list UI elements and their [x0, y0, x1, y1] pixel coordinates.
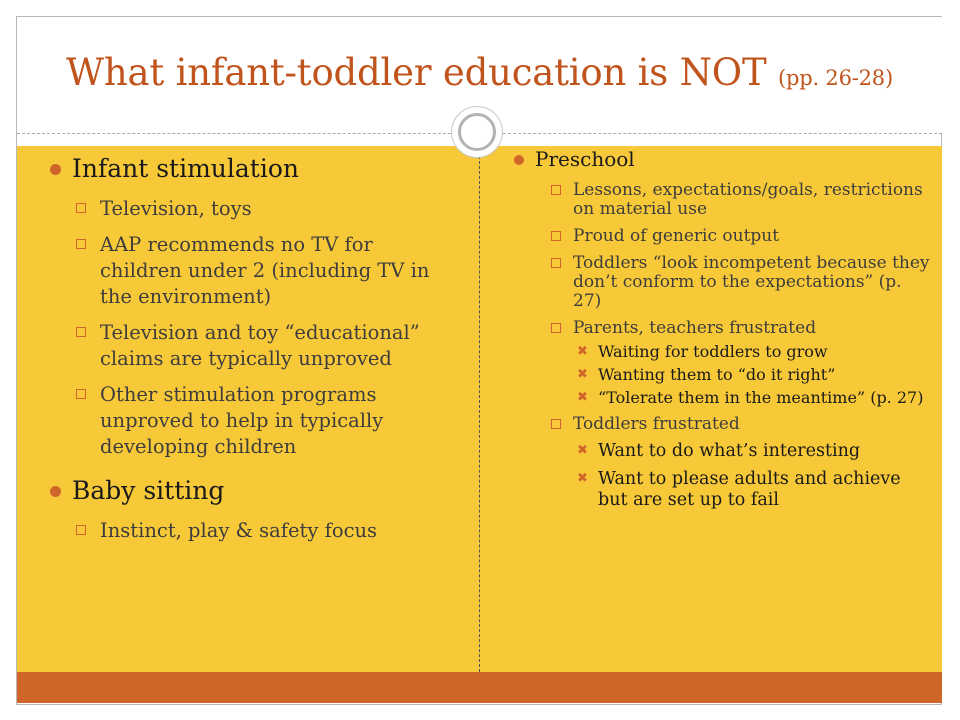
square-bullet-icon	[76, 203, 86, 213]
bullet-preschool: Preschool	[510, 145, 930, 173]
list-item: Other stimulation programs unproved to help in typically developing children	[50, 382, 460, 460]
square-bullet-icon	[551, 185, 561, 195]
list-item: Television, toys	[50, 196, 460, 222]
circle-bullet-icon	[50, 486, 61, 497]
square-bullet-icon	[551, 419, 561, 429]
circle-bullet-icon	[514, 155, 524, 165]
square-bullet-icon	[76, 239, 86, 249]
list-item: Instinct, play & safety focus	[50, 518, 460, 544]
list-item: Toddlers frustrated	[510, 415, 930, 434]
square-bullet-icon	[76, 525, 86, 535]
sub-list-item: ✖ Waiting for toddlers to grow	[577, 342, 828, 361]
sub-list-item: ✖ Want to do what’s interesting	[577, 441, 861, 461]
bullet-baby-sitting: Baby sitting	[50, 474, 460, 508]
list-item: AAP recommends no TV for children under 2 (including TV in the environment)	[50, 232, 460, 310]
x-bullet-icon: ✖	[577, 471, 588, 486]
list-item: Lessons, expectations/goals, restrictions on material use	[510, 181, 930, 219]
right-column	[510, 145, 930, 511]
sub-list-item: ✖ Wanting them to “do it right”	[577, 365, 836, 384]
ring-ornament-icon	[451, 106, 503, 158]
bullet-infant-stimulation: Infant stimulation	[50, 152, 460, 186]
bottom-bar	[17, 672, 942, 703]
list-item: Toddlers “look incompetent because they don’t conform to the expectations” (p. 27)	[510, 254, 930, 311]
sub-list-item: ✖ Want to please adults and achieve but are set up to fail	[577, 469, 901, 510]
x-bullet-icon: ✖	[577, 344, 588, 359]
sub-list-item: ✖ “Tolerate them in the meantime” (p. 27)	[577, 388, 924, 407]
square-bullet-icon	[551, 231, 561, 241]
x-bullet-icon: ✖	[577, 390, 588, 405]
list-item: Television and toy “educational” claims are typically unproved	[50, 320, 460, 372]
left-column	[50, 152, 460, 544]
x-bullet-icon: ✖	[577, 443, 588, 458]
x-bullet-icon: ✖	[577, 367, 588, 382]
column-separator	[479, 146, 480, 672]
slide-title	[17, 51, 942, 94]
square-bullet-icon	[551, 323, 561, 333]
title-main: What infant-toddler education is NOT	[66, 51, 767, 94]
title-pages: (pp. 26-28)	[777, 66, 893, 90]
square-bullet-icon	[76, 327, 86, 337]
list-item: Proud of generic output	[510, 227, 930, 246]
square-bullet-icon	[551, 258, 561, 268]
square-bullet-icon	[76, 389, 86, 399]
list-item: Parents, teachers frustrated	[510, 319, 930, 338]
circle-bullet-icon	[50, 164, 61, 175]
